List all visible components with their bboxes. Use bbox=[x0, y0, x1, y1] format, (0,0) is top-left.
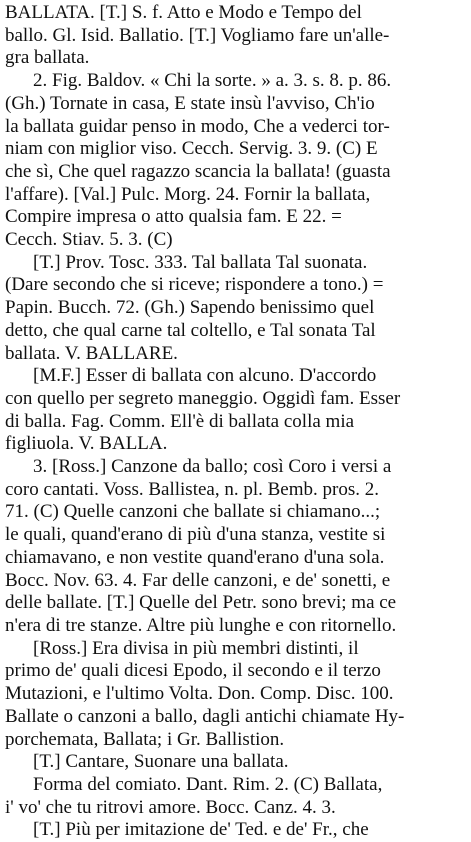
text-line: coro cantati. Voss. Ballistea, n. pl. Bemb. pros. 2. bbox=[5, 478, 379, 500]
text-line: porchemata, Ballata; i Gr. Ballistion. bbox=[5, 728, 285, 750]
usage-paragraph bbox=[5, 751, 465, 774]
text-line: [T.] Cantare, Suonare una ballata. bbox=[33, 751, 289, 773]
entry-headword-paragraph bbox=[5, 2, 465, 70]
text-line: [T.] Più per imitazione de' Ted. e de' Fr., che bbox=[33, 819, 369, 841]
sense-paragraph-3 bbox=[5, 456, 465, 638]
text-line: Mutazioni, e l'ultimo Volta. Don. Comp. Disc. 100. bbox=[5, 683, 394, 705]
sense-paragraph-2 bbox=[5, 70, 465, 252]
text-line: niam con miglior viso. Cecch. Servig. 3. 9. (C) E bbox=[5, 138, 378, 160]
text-line: i' vo' che tu ritrovi amore. Bocc. Canz. 4. 3. bbox=[5, 796, 336, 818]
text-line: delle ballate. [T.] Quelle del Petr. sono brevi; ma ce bbox=[5, 592, 397, 614]
text-line: Forma del comiato. Dant. Rim. 2. (C) Ballata, bbox=[33, 773, 383, 795]
text-line: ballo. Gl. Isid. Ballatio. [T.] Vogliamo fare un'alle- bbox=[5, 24, 390, 46]
text-line: (Gh.) Tornate in casa, E state insù l'avviso, Ch'io bbox=[5, 92, 375, 114]
text-line: BALLATA. [T.] S. f. Atto e Modo e Tempo del bbox=[5, 2, 362, 23]
comiato-paragraph bbox=[5, 774, 465, 819]
text-line: chiamavano, e non vestite quand'erano d'una sola. bbox=[5, 546, 385, 568]
text-line: Ballate o canzoni a ballo, dagli antichi chiamate Hy- bbox=[5, 705, 405, 727]
text-line: [Ross.] Era divisa in più membri distinti, il bbox=[33, 637, 359, 659]
text-line: di balla. Fag. Comm. Ell'è di ballata colla mia bbox=[5, 410, 355, 432]
text-line: 3. [Ross.] Canzone da ballo; così Coro i versi a bbox=[33, 456, 392, 478]
text-line: detto, che qual carne tal coltello, e Tal sonata Tal bbox=[5, 319, 376, 341]
text-line: le quali, quand'erano di più d'una stanza, vestite si bbox=[5, 524, 386, 546]
text-line: l'affare). [Val.] Pulc. Morg. 24. Fornir la ballata, bbox=[5, 183, 371, 205]
text-line: Cecch. Stiav. 5. 3. (C) bbox=[5, 229, 173, 251]
text-line: ballata. V. BALLARE. bbox=[5, 342, 178, 364]
text-line: primo de' quali dicesi Epodo, il secondo e il terzo bbox=[5, 660, 381, 682]
text-line: la ballata guidar penso in modo, Che a vederci tor- bbox=[5, 115, 390, 137]
text-line: 2. Fig. Baldov. « Chi la sorte. » a. 3. s. 8. p. 86. bbox=[33, 70, 392, 92]
text-line: che sì, Che quel ragazzo scancia la ballata! (guasta bbox=[5, 160, 391, 182]
text-line: gra ballata. bbox=[5, 47, 90, 69]
structure-paragraph bbox=[5, 638, 465, 752]
text-line: 71. (C) Quelle canzoni che ballate si chiamano...; bbox=[5, 501, 381, 523]
proverb-paragraph bbox=[5, 252, 465, 366]
text-line: Papin. Bucch. 72. (Gh.) Sapendo benissimo quel bbox=[5, 297, 375, 319]
text-line: n'era di tre stanze. Altre più lunghe e con ritornello. bbox=[5, 614, 397, 636]
text-line: Compire impresa o atto qualsia fam. E 22. = bbox=[5, 206, 342, 228]
text-line: figliuola. V. BALLA. bbox=[5, 433, 168, 455]
text-line: [M.F.] Esser di ballata con alcuno. D'accordo bbox=[33, 365, 377, 387]
imitation-paragraph bbox=[5, 819, 465, 842]
text-line: Bocc. Nov. 63. 4. Far delle canzoni, e de' sonetti, e bbox=[5, 569, 391, 591]
text-line: [T.] Prov. Tosc. 333. Tal ballata Tal suonata. bbox=[33, 251, 368, 273]
text-line: (Dare secondo che si riceve; rispondere a tono.) = bbox=[5, 274, 384, 296]
idiom-paragraph bbox=[5, 365, 465, 456]
text-line: con quello per segreto maneggio. Oggidì fam. Esser bbox=[5, 387, 401, 409]
